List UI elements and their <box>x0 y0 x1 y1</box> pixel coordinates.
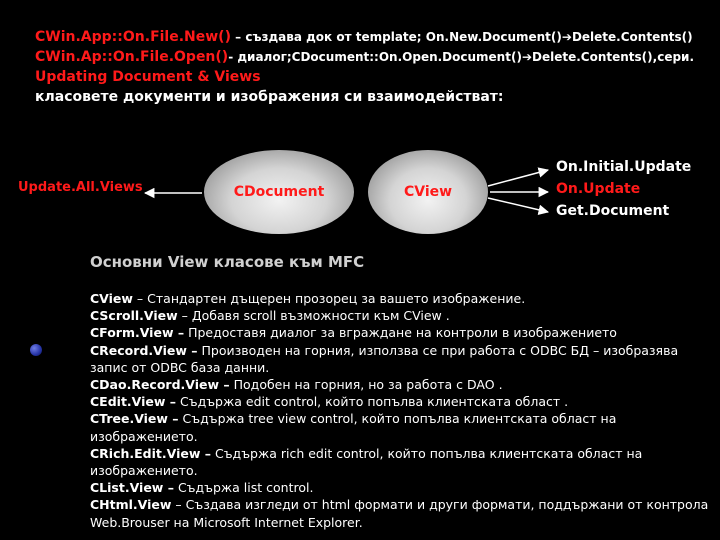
class-name: CDao.Record.View – <box>90 377 230 393</box>
header-line-4: класовете документи и изображения си взаимодействат: <box>35 89 504 105</box>
class-name: CRich.Edit.View – <box>90 445 212 461</box>
arrow-view-down <box>488 198 548 212</box>
update-all-views-label: Update.All.Views <box>18 180 143 195</box>
cview-node <box>368 150 488 234</box>
header-line-1-tail: Delete.Contents() <box>571 30 693 44</box>
class-desc: Подобен на горния, но за работа с DAO . <box>229 377 503 393</box>
class-list <box>90 290 710 531</box>
header-line-2-text: - диалог;CDocument::On.Open.Document() <box>228 50 522 64</box>
header-line-1-method: CWin.App::On.File.New() <box>35 29 231 45</box>
class-desc: Съдържа edit control, който попълва клиентската област . <box>176 394 569 410</box>
list-item <box>90 307 710 324</box>
class-name: CScroll.View <box>90 308 178 324</box>
header-line-1-text: – създава док от template; On.New.Document() <box>230 30 562 44</box>
header-line-2-tail: Delete.Contents(),сери. <box>532 50 695 64</box>
class-name: CRecord.View – <box>90 342 198 358</box>
class-name: CView <box>90 291 133 306</box>
section-title: Основни View класове към MFC <box>90 253 365 271</box>
class-desc: Предоставя диалог за вграждане на контроли в изображението <box>184 325 617 341</box>
class-desc: Съдържа rich edit control, който попълва клиентската област на изображението. <box>90 445 643 479</box>
list-item <box>90 445 710 479</box>
list-item <box>90 324 710 341</box>
method-on-initial-update: On.Initial.Update <box>556 159 692 175</box>
class-desc: – Добавя scroll възможности към CView . <box>177 308 450 324</box>
class-desc: – Създава изгледи от html формати и други формати, поддържани от контрола Web.Brouser на Microsoft Internet Explorer. <box>90 497 709 530</box>
bullet-icon <box>30 344 42 356</box>
cdocument-label: CDocument <box>233 184 325 200</box>
list-item <box>90 342 710 376</box>
class-name: CHtml.View <box>90 497 172 513</box>
class-name: CForm.View – <box>90 325 185 341</box>
class-name: CEdit.View – <box>90 394 177 410</box>
list-item <box>90 290 710 307</box>
method-get-document: Get.Document <box>556 203 670 219</box>
class-desc: Съдържа tree view control, който попълва клиентската област на изображението. <box>90 411 617 444</box>
list-item <box>90 410 710 444</box>
list-item <box>90 393 710 410</box>
list-item <box>90 376 710 393</box>
class-name: CList.View – <box>90 480 174 496</box>
cview-methods <box>556 156 691 222</box>
class-desc: Съдържа list control. <box>173 480 314 496</box>
class-desc: – Стандартен дъщерен прозорец за вашето изображение. <box>132 291 526 306</box>
class-desc: Производен на горния, използва се при работа с ODBC БД – изобразява запис от ODBC база данни. <box>90 342 679 375</box>
cdocument-node <box>204 150 354 234</box>
list-item <box>90 479 710 496</box>
cview-label: CView <box>403 184 453 200</box>
header-line-3: Updating Document & Views <box>35 69 261 85</box>
header-line-2-method: CWin.Ap::On.File.Open() <box>35 49 229 65</box>
method-on-update: On.Update <box>556 181 641 197</box>
arrow-icon: ➔ <box>561 30 572 44</box>
list-item <box>90 496 710 530</box>
class-name: CTree.View – <box>90 411 179 427</box>
arrow-view-up <box>488 170 548 186</box>
arrow-icon: ➔ <box>521 50 532 64</box>
